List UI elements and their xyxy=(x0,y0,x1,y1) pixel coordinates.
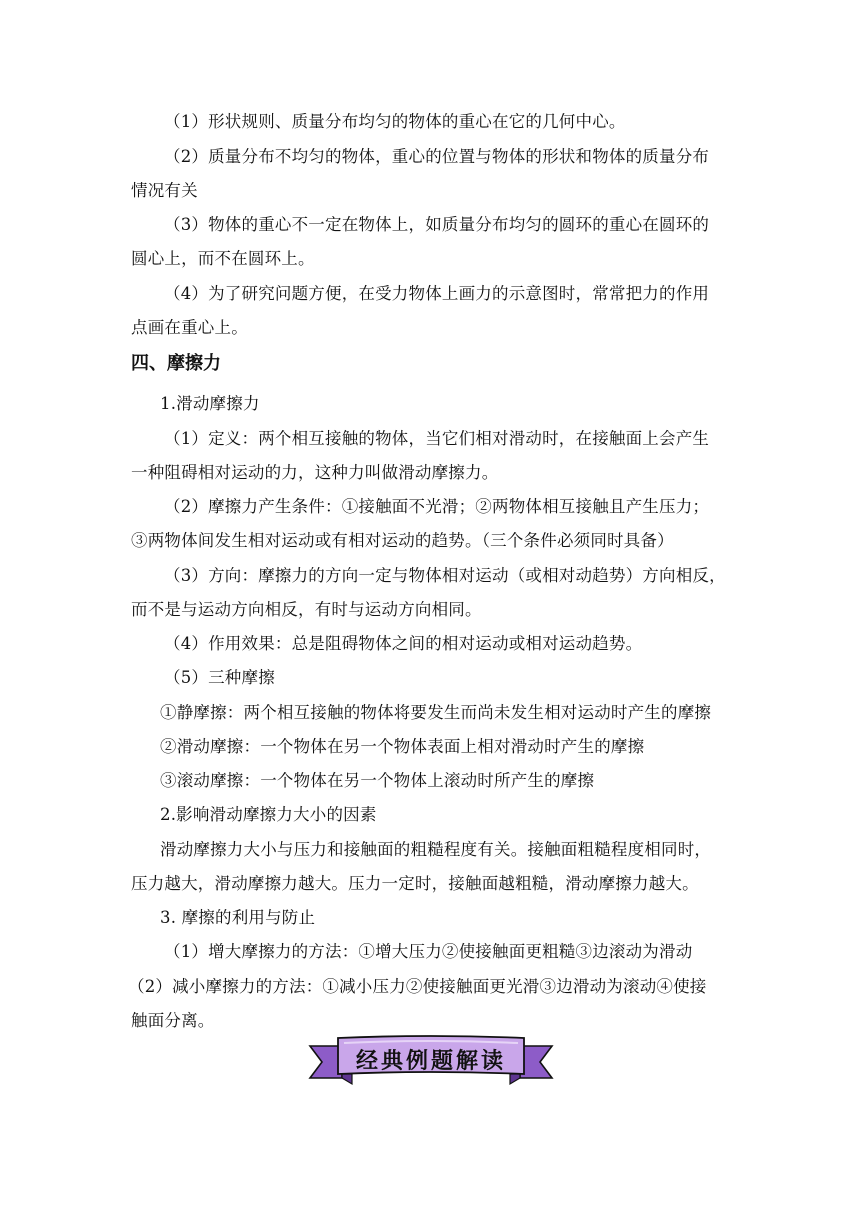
sliding-friction-line: ②滑动摩擦：一个物体在另一个物体表面上相对滑动时产生的摩擦 xyxy=(160,737,645,756)
factors-line: 滑动摩擦力大小与压力和接触面的粗糙程度有关。接触面粗糙程度相同时， xyxy=(160,840,712,859)
increase-methods-line: （1）增大摩擦力的方法：①增大压力②使接触面更粗糙③边滚动为滑动 xyxy=(164,942,693,961)
gravity-point-2-cont: 情况有关 xyxy=(131,181,198,200)
conditions-line-cont: ③两物体间发生相对运动或有相对运动的趋势。（三个条件必须同时具备） xyxy=(131,531,674,550)
direction-line: （3）方向：摩擦力的方向一定与物体相对运动（或相对动趋势）方向相反， xyxy=(164,566,726,585)
conditions-line: （2）摩擦力产生条件：①接触面不光滑；②两物体相互接触且产生压力； xyxy=(164,497,710,516)
gravity-point-1: （1）形状规则、质量分布均匀的物体的重心在它的几何中心。 xyxy=(164,112,626,131)
subsection-factors: 2.影响滑动摩擦力大小的因素 xyxy=(160,805,377,824)
banner-label: 经典例题解读 xyxy=(355,1048,506,1074)
gravity-point-4: （4）为了研究问题方便，在受力物体上画力的示意图时，常常把力的作用 xyxy=(164,284,710,303)
subsection-use-prevent: 3. 摩擦的利用与防止 xyxy=(160,908,316,927)
three-types-line: （5）三种摩擦 xyxy=(164,668,275,687)
decrease-methods-line: （2）减小摩擦力的方法：①减小压力②使接触面更光滑③边滑动为滚动④使接 xyxy=(128,977,707,996)
decrease-methods-line-cont: 触面分离。 xyxy=(131,1011,215,1030)
subsection-sliding-friction: 1.滑动摩擦力 xyxy=(160,394,260,413)
definition-line-cont: 一种阻碍相对运动的力，这种力叫做滑动摩擦力。 xyxy=(131,463,499,482)
definition-line: （1）定义：两个相互接触的物体，当它们相对滑动时，在接触面上会产生 xyxy=(164,429,710,448)
gravity-point-2: （2）质量分布不均匀的物体，重心的位置与物体的形状和物体的质量分布 xyxy=(164,147,710,166)
section-heading: 四、摩擦力 xyxy=(131,353,221,374)
effect-line: （4）作用效果：总是阻碍物体之间的相对运动或相对运动趋势。 xyxy=(164,634,643,653)
gravity-point-3: （3）物体的重心不一定在物体上，如质量分布均匀的圆环的重心在圆环的 xyxy=(164,215,710,234)
examples-banner xyxy=(308,1034,554,1090)
static-friction-line: ①静摩擦：两个相互接触的物体将要发生而尚未发生相对运动时产生的摩擦 xyxy=(160,703,712,722)
factors-line-cont: 压力越大，滑动摩擦力越大。压力一定时，接触面越粗糙，滑动摩擦力越大。 xyxy=(131,874,699,893)
rolling-friction-line: ③滚动摩擦：一个物体在另一个物体上滚动时所产生的摩擦 xyxy=(160,771,595,790)
gravity-point-4-cont: 点画在重心上。 xyxy=(131,318,248,337)
gravity-point-3-cont: 圆心上，而不在圆环上。 xyxy=(131,249,315,268)
direction-line-cont: 而不是与运动方向相反，有时与运动方向相同。 xyxy=(131,600,482,619)
